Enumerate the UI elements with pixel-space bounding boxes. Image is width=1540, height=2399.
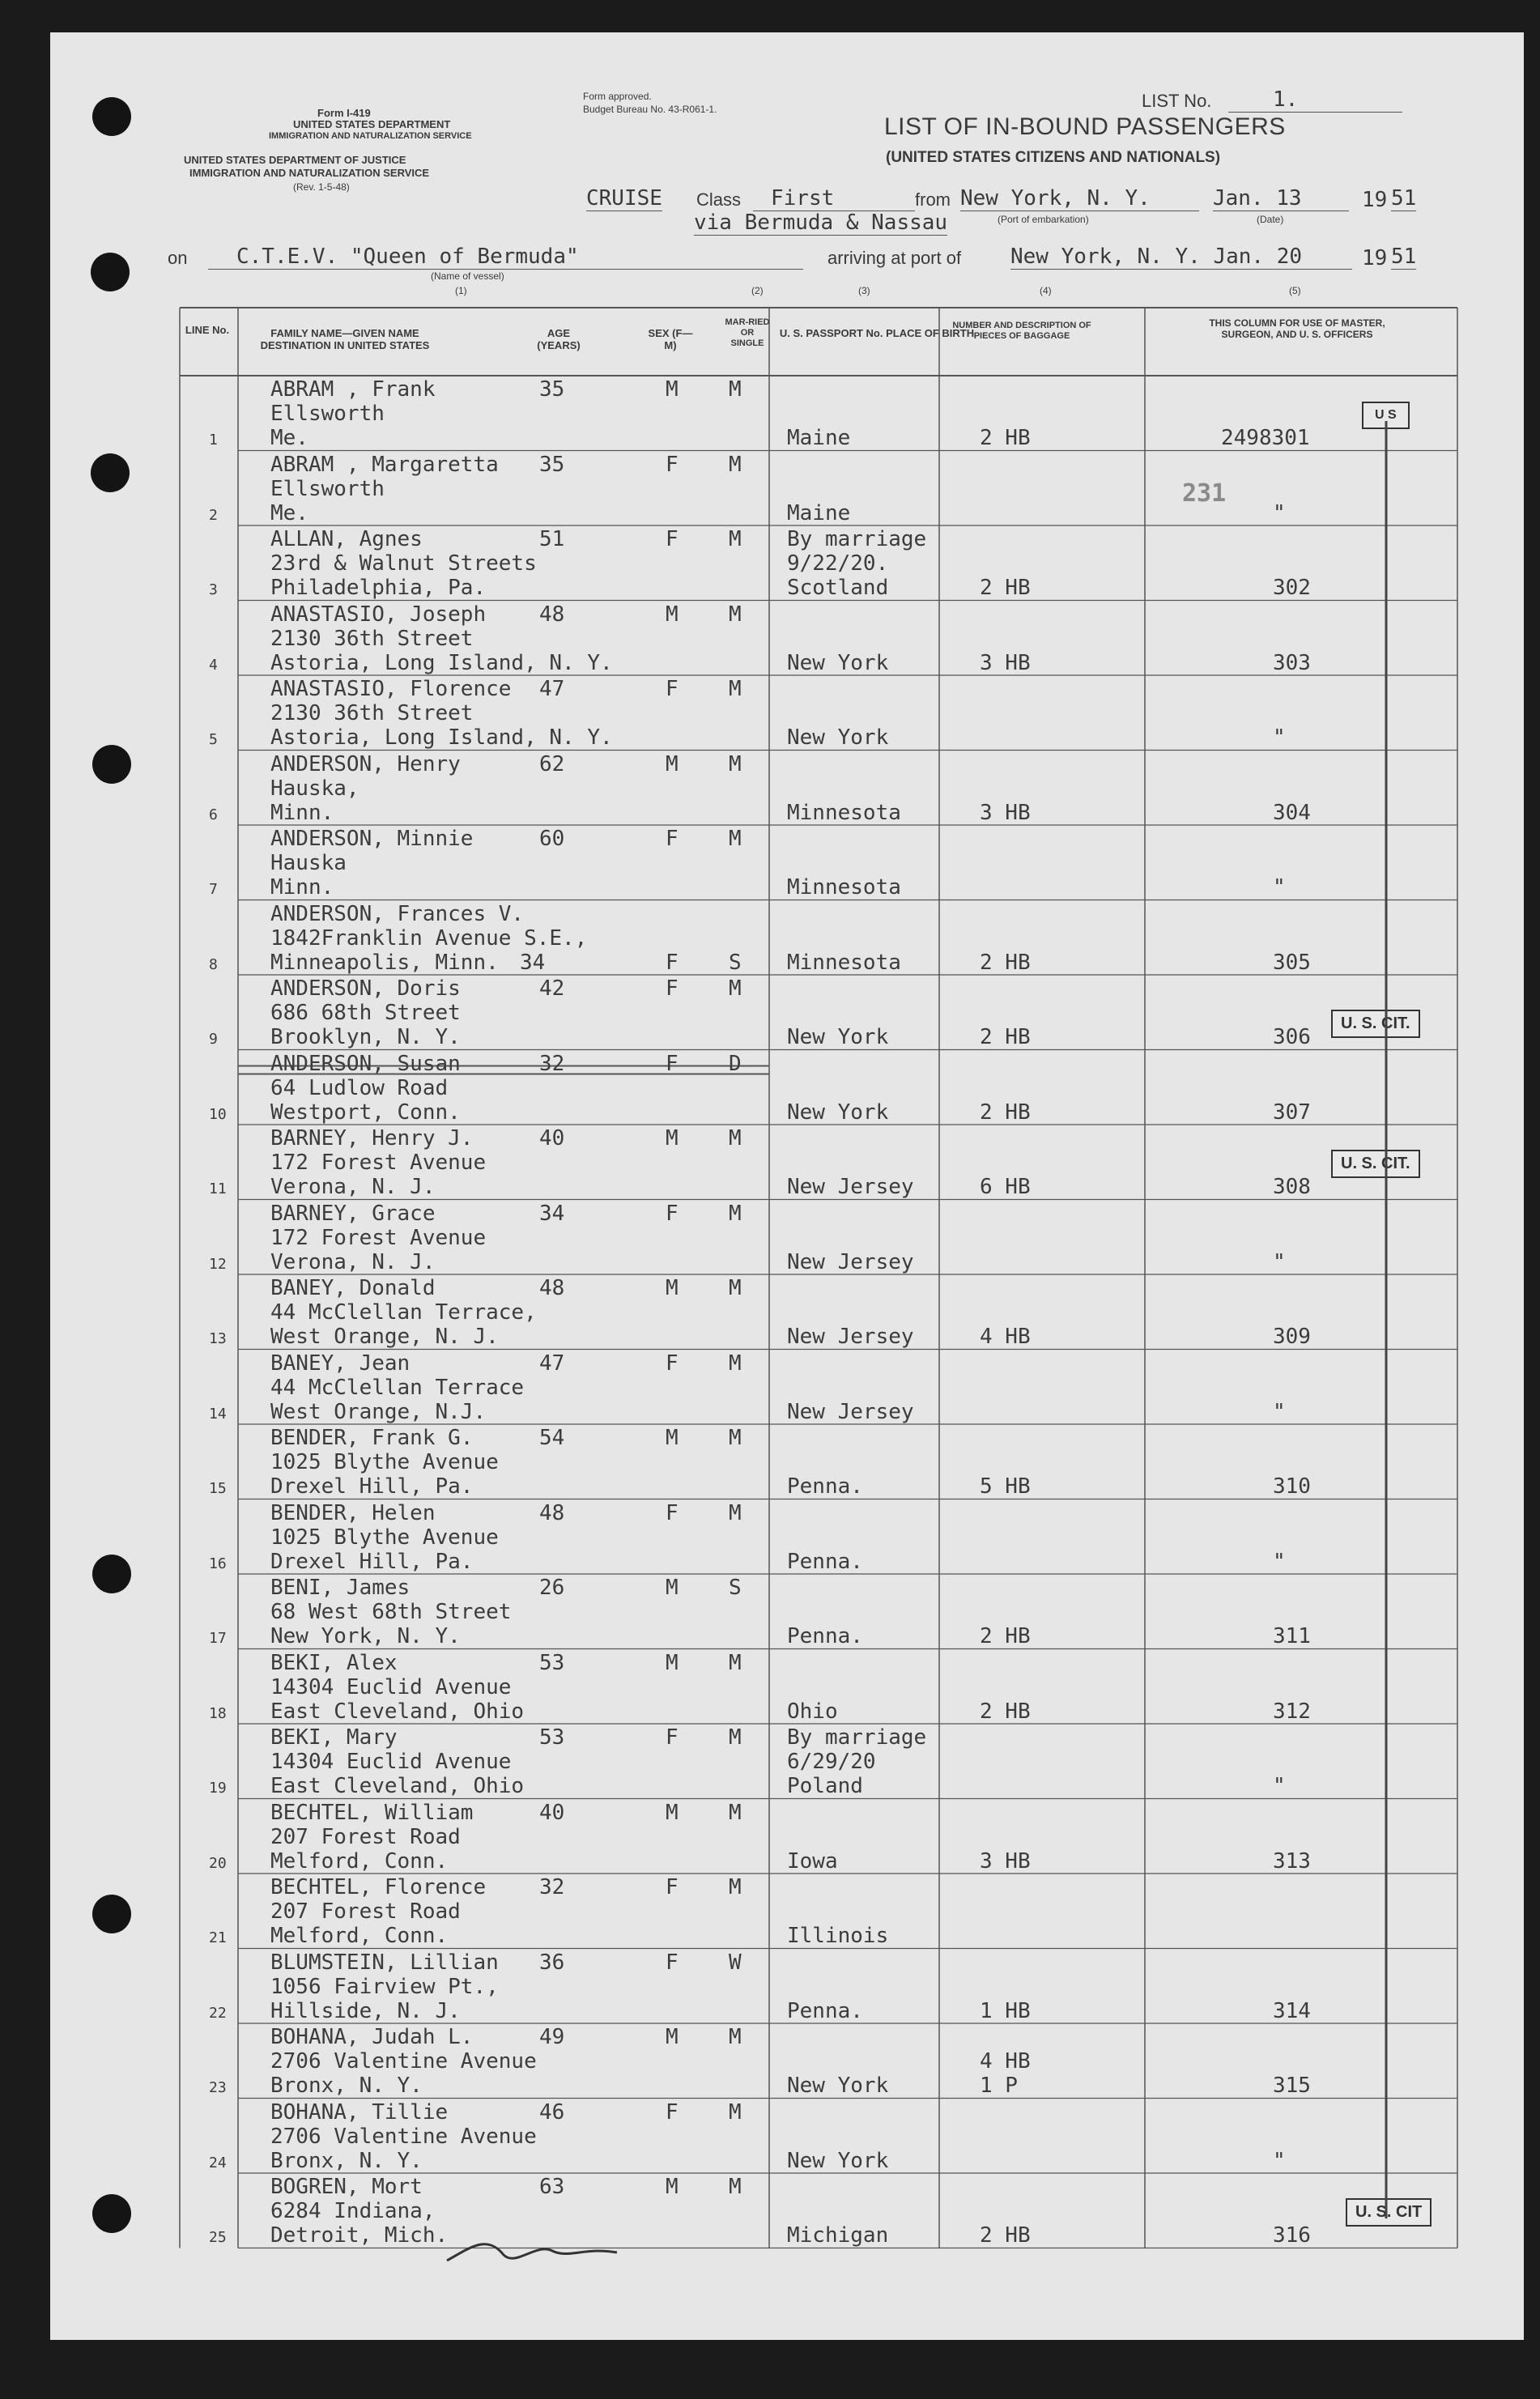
place-of-birth: New Jersey xyxy=(787,1399,914,1424)
officer-note: 305 xyxy=(1273,950,1311,975)
header-name: FAMILY NAME—GIVEN NAME DESTINATION IN UNITED STATES xyxy=(260,327,430,351)
passenger-name: BOGREN, Mort xyxy=(270,2175,423,2199)
age: 48 xyxy=(539,1276,565,1300)
address-line: 207 Forest Road xyxy=(270,1824,461,1849)
sex: M xyxy=(666,1126,679,1151)
sex: M xyxy=(666,602,679,627)
marital-status: M xyxy=(729,1276,742,1300)
sex: F xyxy=(666,1500,679,1525)
place-of-birth: Minnesota xyxy=(787,950,901,975)
line-number: 4 xyxy=(209,656,218,674)
passenger-name: ALLAN, Agnes xyxy=(270,527,423,551)
officer-note: " xyxy=(1273,2148,1286,2173)
address-line: 172 Forest Avenue xyxy=(270,1225,487,1250)
passenger-name: BECHTEL, Florence xyxy=(270,1875,487,1899)
passenger-name: ANDERSON, Doris xyxy=(270,976,461,1001)
col-num-5: (5) xyxy=(1289,285,1301,296)
destination-city: East Cleveland, Ohio xyxy=(270,1774,525,1798)
col-num-4: (4) xyxy=(1040,285,1052,296)
marital-status: M xyxy=(729,1351,742,1376)
age: 47 xyxy=(539,677,565,701)
officer-note: 2498301 xyxy=(1221,426,1310,450)
list-no-label: LIST No. xyxy=(1142,91,1212,111)
marital-status: M xyxy=(729,2025,742,2049)
age: 35 xyxy=(539,377,565,402)
line-number: 5 xyxy=(209,731,218,748)
passport-note: By marriage xyxy=(787,527,927,551)
passenger-name: BARNEY, Henry J. xyxy=(270,1126,474,1151)
marital-status: M xyxy=(729,751,742,776)
address-line: 44 McClellan Terrace xyxy=(270,1375,525,1400)
us-stamp: U S xyxy=(1362,402,1410,429)
line-number: 8 xyxy=(209,955,218,973)
line-number: 1 xyxy=(209,432,218,449)
destination-city: Drexel Hill, Pa. xyxy=(270,1474,474,1499)
sex: M xyxy=(666,1576,679,1600)
age: 26 xyxy=(539,1576,565,1600)
header-baggage: NUMBER AND DESCRIPTION OF PIECES OF BAGGAGE xyxy=(952,321,1091,341)
baggage: 1 HB xyxy=(980,1998,1031,2023)
port-embarkation-caption: (Port of embarkation) xyxy=(998,214,1089,225)
marital-status: M xyxy=(729,1725,742,1750)
age: 53 xyxy=(539,1650,565,1675)
sex: F xyxy=(666,827,679,851)
baggage: 3 HB xyxy=(980,650,1031,675)
destination-city: Me. xyxy=(270,426,308,450)
line-number: 7 xyxy=(209,881,218,898)
address-line: 2706 Valentine Avenue xyxy=(270,2124,537,2149)
age: 63 xyxy=(539,2175,565,2199)
destination-city: West Orange, N.J. xyxy=(270,1399,487,1424)
sex: M xyxy=(666,377,679,402)
age: 53 xyxy=(539,1725,565,1750)
line-number: 18 xyxy=(209,1704,227,1722)
sex: F xyxy=(666,2099,679,2125)
passenger-name: BANEY, Jean xyxy=(270,1351,411,1376)
age: 34 xyxy=(520,950,546,975)
marital-status: M xyxy=(729,1126,742,1151)
officer-note: 302 xyxy=(1273,576,1311,600)
destination-city: Hillside, N. J. xyxy=(270,1998,461,2023)
officer-note: " xyxy=(1273,1549,1286,1574)
place-of-birth: Poland xyxy=(787,1774,863,1798)
route-via: via Bermuda & Nassau xyxy=(694,211,948,235)
form-approved: Form approved. xyxy=(583,91,652,102)
marital-status: S xyxy=(729,1576,742,1600)
date-caption: (Date) xyxy=(1257,214,1284,225)
baggage: 2 HB xyxy=(980,576,1031,600)
line-number: 25 xyxy=(209,2229,227,2246)
baggage: 2 HB xyxy=(980,1025,1031,1049)
address-line: 44 McClellan Terrace, xyxy=(270,1300,537,1325)
us-cit-stamp: U. S. CIT. xyxy=(1331,1010,1420,1038)
col-num-1: (1) xyxy=(455,285,467,296)
destination-city: Philadelphia, Pa. xyxy=(270,576,487,600)
baggage: 5 HB xyxy=(980,1474,1031,1499)
address-line: Ellsworth xyxy=(270,476,385,501)
passenger-name: ABRAM , Frank xyxy=(270,377,436,402)
passport-note: By marriage xyxy=(787,1725,927,1750)
marital-status: M xyxy=(729,1800,742,1825)
vessel-name: C.T.E.V. "Queen of Bermuda" xyxy=(208,245,803,270)
place-of-birth: New York xyxy=(787,2074,889,2098)
officer-note: 312 xyxy=(1273,1699,1311,1724)
marital-status: W xyxy=(729,1950,742,1975)
address-line: 6284 Indiana, xyxy=(270,2199,436,2223)
sex: M xyxy=(666,751,679,776)
sex: F xyxy=(666,1875,679,1899)
place-of-birth: Penna. xyxy=(787,1624,863,1648)
place-of-birth: New York xyxy=(787,1100,889,1125)
line-number: 6 xyxy=(209,806,218,823)
passenger-name: ANASTASIO, Florence xyxy=(270,677,512,701)
passenger-name: BENDER, Helen xyxy=(270,1500,436,1525)
sex: M xyxy=(666,1800,679,1825)
line-number: 16 xyxy=(209,1555,227,1572)
place-of-birth: Maine xyxy=(787,500,851,525)
marital-status: M xyxy=(729,1650,742,1675)
line-number: 19 xyxy=(209,1780,227,1797)
destination-city: Me. xyxy=(270,500,308,525)
officer-note: " xyxy=(1273,1399,1286,1424)
address-line: 172 Forest Avenue xyxy=(270,1151,487,1175)
address-line: 1056 Fairview Pt., xyxy=(270,1974,499,1999)
marital-status: M xyxy=(729,2175,742,2199)
passenger-name: ANDERSON, Henry xyxy=(270,751,461,776)
vessel-caption: (Name of vessel) xyxy=(431,270,504,282)
us-cit-stamp: U. S. CIT xyxy=(1346,2198,1432,2227)
header-line-no: LINE No. xyxy=(185,324,230,336)
age: 32 xyxy=(539,1875,565,1899)
address-line: 68 West 68th Street xyxy=(270,1600,512,1624)
line-number: 22 xyxy=(209,2004,227,2022)
destination-city: Drexel Hill, Pa. xyxy=(270,1549,474,1574)
address-line: 23rd & Walnut Streets xyxy=(270,551,537,576)
age: 46 xyxy=(539,2099,565,2125)
destination-city: Melford, Conn. xyxy=(270,1848,449,1874)
officer-note: 313 xyxy=(1273,1848,1311,1874)
place-of-birth: Penna. xyxy=(787,1549,863,1574)
header-age: AGE (YEARS) xyxy=(537,327,581,351)
passenger-name: BECHTEL, William xyxy=(270,1800,474,1825)
departure-date: Jan. 13 xyxy=(1213,186,1349,211)
departure-year: 51 xyxy=(1391,186,1417,211)
baggage: 3 HB xyxy=(980,1848,1031,1874)
line-number: 15 xyxy=(209,1480,227,1497)
cruise-label: CRUISE xyxy=(586,186,662,211)
age: 60 xyxy=(539,827,565,851)
age: 51 xyxy=(539,527,565,551)
line-number: 9 xyxy=(209,1031,218,1048)
destination-city: Westport, Conn. xyxy=(270,1100,461,1125)
marital-status: M xyxy=(729,1426,742,1450)
address-line: 1025 Blythe Avenue xyxy=(270,1525,499,1550)
place-of-birth: New York xyxy=(787,1025,889,1049)
destination-city: West Orange, N. J. xyxy=(270,1325,499,1349)
sex: F xyxy=(666,976,679,1001)
passenger-name: BENDER, Frank G. xyxy=(270,1426,474,1450)
line-number: 12 xyxy=(209,1255,227,1273)
signature xyxy=(447,2244,617,2261)
baggage: 3 HB xyxy=(980,800,1031,825)
baggage-extra: 1 P xyxy=(980,2074,1018,2098)
place-of-birth: New York xyxy=(787,650,889,675)
age: 48 xyxy=(539,1500,565,1525)
passenger-name: BENI, James xyxy=(270,1576,411,1600)
address-line: 1842Franklin Avenue S.E., xyxy=(270,925,588,951)
sex: M xyxy=(666,1276,679,1300)
on-label: on xyxy=(168,248,188,268)
dept-line-1: UNITED STATES DEPARTMENT xyxy=(293,118,451,130)
address-line: 64 Ludlow Road xyxy=(270,1075,449,1100)
officer-note: 309 xyxy=(1273,1325,1311,1349)
place-of-birth: Scotland xyxy=(787,576,889,600)
passport-date: 6/29/20 xyxy=(787,1750,876,1774)
dept-line-4: IMMIGRATION AND NATURALIZATION SERVICE xyxy=(189,167,430,179)
passenger-name: BEKI, Mary xyxy=(270,1725,398,1750)
sex: M xyxy=(666,2175,679,2199)
place-of-birth: New Jersey xyxy=(787,1175,914,1199)
officer-note: " xyxy=(1273,500,1286,525)
line-number: 3 xyxy=(209,581,218,598)
passenger-name: ANDERSON, Susan xyxy=(270,1051,461,1076)
destination-city: Verona, N. J. xyxy=(270,1249,436,1274)
place-of-birth: Iowa xyxy=(787,1848,838,1874)
line-number: 17 xyxy=(209,1630,227,1647)
manifest-page xyxy=(50,32,1524,2340)
officer-note: 308 xyxy=(1273,1175,1311,1199)
officer-note: 311 xyxy=(1273,1624,1311,1648)
marital-status: M xyxy=(729,1875,742,1899)
destination-city: Melford, Conn. xyxy=(270,1924,449,1948)
header-passport: U. S. PASSPORT No. PLACE OF BIRTH xyxy=(779,327,975,339)
document-title: LIST OF IN-BOUND PASSENGERS xyxy=(884,113,1286,140)
baggage: 2 HB xyxy=(980,426,1031,450)
address-line: Hauska, xyxy=(270,776,359,801)
sex: F xyxy=(666,950,679,975)
place-of-birth: Penna. xyxy=(787,1998,863,2023)
marital-status: M xyxy=(729,602,742,627)
passenger-name: ANDERSON, Minnie xyxy=(270,827,474,851)
from-port: New York, N. Y. xyxy=(960,186,1199,211)
place-of-birth: Michigan xyxy=(787,2223,889,2248)
marital-status: M xyxy=(729,1201,742,1226)
sex: M xyxy=(666,1426,679,1450)
age: 48 xyxy=(539,602,565,627)
address-line: Hauska xyxy=(270,851,347,875)
class-value: First xyxy=(753,186,915,211)
sex: F xyxy=(666,1725,679,1750)
sex: F xyxy=(666,527,679,551)
officer-note: 303 xyxy=(1273,650,1311,675)
age: 32 xyxy=(539,1051,565,1076)
baggage: 2 HB xyxy=(980,1100,1031,1125)
baggage: 2 HB xyxy=(980,1624,1031,1648)
address-line: 686 68th Street xyxy=(270,1001,461,1025)
destination-city: Verona, N. J. xyxy=(270,1175,436,1199)
officer-note: " xyxy=(1273,1774,1286,1798)
age: 34 xyxy=(539,1201,565,1226)
age: 40 xyxy=(539,1126,565,1151)
arrival-year-prefix: 19 xyxy=(1362,246,1388,270)
budget-bureau: Budget Bureau No. 43-R061-1. xyxy=(583,104,717,115)
line-number: 20 xyxy=(209,1854,227,1872)
address-line: 2706 Valentine Avenue xyxy=(270,2049,537,2074)
age: 47 xyxy=(539,1351,565,1376)
marital-status: M xyxy=(729,677,742,701)
passenger-name: BOHANA, Tillie xyxy=(270,2099,449,2125)
baggage: 4 HB xyxy=(980,2049,1031,2074)
officer-note: " xyxy=(1273,875,1286,900)
line-number: 11 xyxy=(209,1180,227,1197)
dept-line-2: IMMIGRATION AND NATURALIZATION SERVICE xyxy=(269,131,472,141)
line-number: 2 xyxy=(209,506,218,524)
handwritten-marks xyxy=(50,32,1524,2340)
sex: M xyxy=(666,2025,679,2049)
destination-city: Astoria, Long Island, N. Y. xyxy=(270,650,613,675)
officer-note: 314 xyxy=(1273,1998,1311,2023)
baggage: 4 HB xyxy=(980,1325,1031,1349)
baggage: 6 HB xyxy=(980,1175,1031,1199)
place-of-birth: Maine xyxy=(787,426,851,450)
form-number: Form I-419 xyxy=(317,107,371,119)
place-of-birth: New York xyxy=(787,2148,889,2173)
header-officers: THIS COLUMN FOR USE OF MASTER, SURGEON, AND U. S. OFFICERS xyxy=(1209,317,1385,340)
destination-city: Detroit, Mich. xyxy=(270,2223,449,2248)
passenger-name: BARNEY, Grace xyxy=(270,1201,436,1226)
officer-note: 306 xyxy=(1273,1025,1311,1049)
from-label: from xyxy=(915,189,951,210)
destination-city: Minn. xyxy=(270,875,334,900)
destination-city: Bronx, N. Y. xyxy=(270,2074,423,2098)
address-line: 14304 Euclid Avenue xyxy=(270,1750,512,1774)
place-of-birth: Penna. xyxy=(787,1474,863,1499)
departure-year-prefix: 19 xyxy=(1362,188,1388,212)
marital-status: M xyxy=(729,827,742,851)
baggage: 2 HB xyxy=(980,2223,1031,2248)
officer-note: 307 xyxy=(1273,1100,1311,1125)
line-number: 10 xyxy=(209,1105,227,1123)
sex: F xyxy=(666,452,679,477)
marital-status: M xyxy=(729,1500,742,1525)
age: 62 xyxy=(539,751,565,776)
passport-date: 9/22/20. xyxy=(787,551,889,576)
officer-note: 316 xyxy=(1273,2223,1311,2248)
address-line: 207 Forest Road xyxy=(270,1899,461,1924)
officer-note: " xyxy=(1273,725,1286,750)
age: 54 xyxy=(539,1426,565,1450)
list-no-value: 1. xyxy=(1228,87,1402,113)
line-number: 24 xyxy=(209,2154,227,2171)
age: 36 xyxy=(539,1950,565,1975)
marital-status: M xyxy=(729,377,742,402)
line-number: 21 xyxy=(209,1929,227,1946)
handwritten-number: 231 xyxy=(1182,479,1227,508)
age: 35 xyxy=(539,452,565,477)
place-of-birth: Minnesota xyxy=(787,800,901,825)
line-number: 14 xyxy=(209,1405,227,1423)
destination-city: Minn. xyxy=(270,800,334,825)
place-of-birth: Ohio xyxy=(787,1699,838,1724)
passenger-name: BOHANA, Judah L. xyxy=(270,2025,474,2049)
line-number: 23 xyxy=(209,2079,227,2096)
marital-status: M xyxy=(729,527,742,551)
place-of-birth: Illinois xyxy=(787,1924,889,1948)
dept-line-3: UNITED STATES DEPARTMENT OF JUSTICE xyxy=(184,154,406,166)
line-number: 13 xyxy=(209,1330,227,1347)
passenger-name: BANEY, Donald xyxy=(270,1276,436,1300)
revision: (Rev. 1-5-48) xyxy=(293,181,350,193)
address-line: 1025 Blythe Avenue xyxy=(270,1450,499,1474)
baggage: 2 HB xyxy=(980,950,1031,975)
officer-note: 304 xyxy=(1273,800,1311,825)
destination-city: East Cleveland, Ohio xyxy=(270,1699,525,1724)
place-of-birth: Minnesota xyxy=(787,875,901,900)
header-sex: SEX (F—M) xyxy=(648,327,693,351)
passenger-name: BLUMSTEIN, Lillian xyxy=(270,1950,499,1975)
destination-city: Brooklyn, N. Y. xyxy=(270,1025,461,1049)
sex: F xyxy=(666,1351,679,1376)
age: 49 xyxy=(539,2025,565,2049)
officer-note: 310 xyxy=(1273,1474,1311,1499)
sex: F xyxy=(666,677,679,701)
passenger-name: ABRAM , Margaretta xyxy=(270,452,499,477)
destination-city: Bronx, N. Y. xyxy=(270,2148,423,2173)
address-line: 14304 Euclid Avenue xyxy=(270,1674,512,1699)
us-cit-stamp: U. S. CIT. xyxy=(1331,1150,1420,1178)
destination-city: New York, N. Y. xyxy=(270,1624,461,1648)
marital-status: M xyxy=(729,452,742,477)
destination-city: Astoria, Long Island, N. Y. xyxy=(270,725,613,750)
sex: F xyxy=(666,1201,679,1226)
destination-city: Minneapolis, Minn. xyxy=(270,950,499,975)
arrival-port-date: New York, N. Y. Jan. 20 xyxy=(1010,245,1352,270)
place-of-birth: New Jersey xyxy=(787,1249,914,1274)
col-num-3: (3) xyxy=(858,285,870,296)
sex: M xyxy=(666,1650,679,1675)
passenger-name: ANDERSON, Frances V. xyxy=(270,901,525,926)
class-label: Class xyxy=(696,189,742,210)
passenger-name: BEKI, Alex xyxy=(270,1650,398,1675)
baggage: 2 HB xyxy=(980,1699,1031,1724)
arrival-year: 51 xyxy=(1391,245,1417,269)
sex: F xyxy=(666,1950,679,1975)
header-married: MAR-RIED OR SINGLE xyxy=(725,317,770,348)
place-of-birth: New Jersey xyxy=(787,1325,914,1349)
sex: F xyxy=(666,1051,679,1076)
marital-status: D xyxy=(729,1051,742,1076)
place-of-birth: New York xyxy=(787,725,889,750)
col-num-2: (2) xyxy=(751,285,764,296)
age: 42 xyxy=(539,976,565,1001)
passenger-name: ANASTASIO, Joseph xyxy=(270,602,487,627)
arriving-label: arriving at port of xyxy=(827,248,962,268)
marital-status: S xyxy=(729,950,742,975)
marital-status: M xyxy=(729,976,742,1001)
officer-note: " xyxy=(1273,1249,1286,1274)
document-subtitle: (UNITED STATES CITIZENS AND NATIONALS) xyxy=(886,149,1221,166)
address-line: 2130 36th Street xyxy=(270,626,474,651)
address-line: 2130 36th Street xyxy=(270,701,474,725)
address-line: Ellsworth xyxy=(270,402,385,426)
age: 40 xyxy=(539,1800,565,1825)
officer-note: 315 xyxy=(1273,2074,1311,2098)
marital-status: M xyxy=(729,2099,742,2125)
